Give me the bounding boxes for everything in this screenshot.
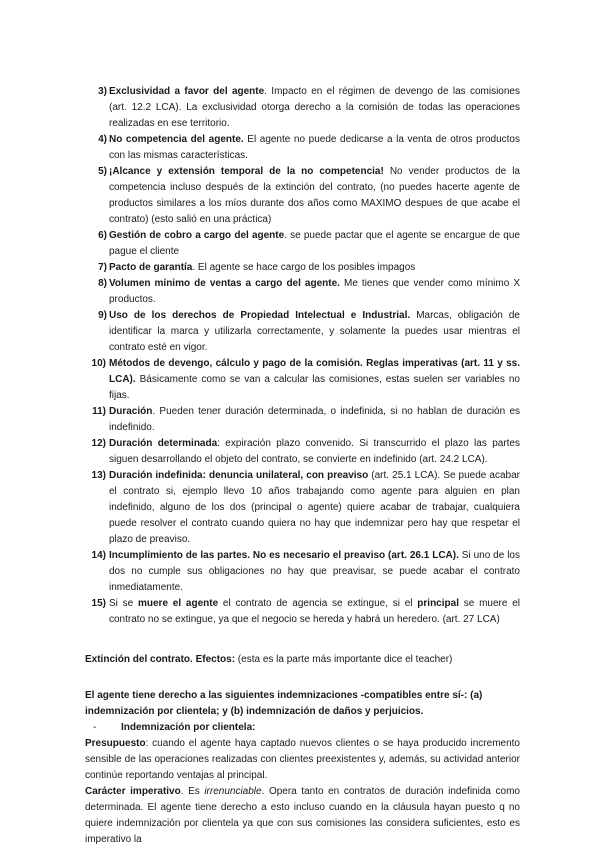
item-text: . Pueden tener duración determinada, o indefinida, si no hablan de duración es indefinido. xyxy=(109,406,520,433)
presupuesto-label: Presupuesto xyxy=(85,738,146,749)
presupuesto-paragraph xyxy=(85,736,520,784)
item-heading: Duración indefinida: denuncia unilateral, con preaviso xyxy=(109,470,369,481)
item-text: El agente no puede dedicarse a la venta de otros productos con las mismas características. xyxy=(109,134,520,161)
intro-text: El agente tiene derecho a las siguientes indemnizaciones -compatibles entre sí-: (a) indemnización por clientela; y (b) indemnización de daños y perjuicios. xyxy=(85,690,483,717)
caracter-mid: . Es xyxy=(180,786,205,797)
dash-bullet: - xyxy=(93,722,97,733)
item-text: No vender productos de la competencia incluso después de la extinción del contrato, (no puedes hacerte agente de productos similares a los míos durante dos años como MAXIMO despues de que acabe el contrato) (esto salió en una práctica) xyxy=(109,166,520,225)
item-text: Si uno de los dos no cumple sus obligaciones no hay que preavisar, se puede acabar el contrato inmediatamente. xyxy=(109,550,520,593)
item-text: : expiración plazo convenido. Si transcurrido el plazo las partes siguen desarrollando el objeto del contrato, se convierte en indefinido (art. 24.2 LCA). xyxy=(109,438,520,465)
list-item xyxy=(85,548,520,596)
item-heading: muere el agente xyxy=(138,598,219,609)
item-number: 14) xyxy=(91,550,106,561)
item-heading: Métodos de devengo, cálculo y pago de la comisión. Reglas imperativas (art. 11 y ss. LCA). xyxy=(109,358,520,385)
item-text-pre: Si se xyxy=(109,598,138,609)
numbered-list xyxy=(85,84,520,628)
item-number: 8) xyxy=(98,278,107,289)
list-item xyxy=(85,596,520,628)
item-text-2: se muere el contrato no se extingue, ya que el negocio se hereda y habrá un heredero. (art. 27 LCA) xyxy=(109,598,520,625)
item-text: Marcas, obligación de identificar la marca y utilizarla correctamente, y solamente la puedes usar mientras el contrato esté en vigor. xyxy=(109,310,520,353)
caracter-text: . Opera tanto en contratos de duración indefinida como determinada. El agente tiene derecho a esto incluso cuando en la cláusula hayan puesto q no quiere indemnización por clientela ya que con sus comisiones las considera suficientes, esto es imperativo la xyxy=(85,786,520,845)
list-item xyxy=(85,260,520,276)
item-heading: Incumplimiento de las partes. No es necesario el preaviso (art. 26.1 LCA). xyxy=(109,550,459,561)
item-number: 10) xyxy=(91,358,106,369)
item-heading: Duración xyxy=(109,406,153,417)
list-item xyxy=(85,164,520,228)
item-text: . Impacto en el régimen de devengo de las comisiones (art. 12.2 LCA). La exclusividad otorga derecho a la comisión de todas las operaciones realizadas en ese territorio. xyxy=(109,86,520,129)
item-number: 11) xyxy=(92,406,106,417)
item-number: 7) xyxy=(98,262,107,273)
section-note: (esta es la parte más importante dice el teacher) xyxy=(235,654,453,665)
intro-paragraph xyxy=(85,688,520,720)
section-heading xyxy=(85,652,520,668)
item-heading: Volumen mínimo de ventas a cargo del agente. xyxy=(109,278,340,289)
section-title: Extinción del contrato. Efectos: xyxy=(85,654,236,665)
item-heading: ¡Alcance y extensión temporal de la no competencia! xyxy=(109,166,384,177)
item-number: 13) xyxy=(91,470,106,481)
caracter-label: Carácter imperativo xyxy=(85,786,181,797)
item-heading: Exclusividad a favor del agente xyxy=(109,86,265,97)
item-heading: Gestión de cobro a cargo del agente xyxy=(109,230,285,241)
item-number: 5) xyxy=(98,166,107,177)
list-item xyxy=(85,404,520,436)
list-item xyxy=(85,84,520,132)
item-number: 6) xyxy=(98,230,107,241)
list-item xyxy=(85,436,520,468)
caracter-label-2: irrenunciable xyxy=(204,786,262,797)
item-heading: No competencia del agente. xyxy=(109,134,244,145)
list-item xyxy=(85,468,520,548)
caracter-paragraph xyxy=(85,784,520,848)
presupuesto-text: : cuando el agente haya captado nuevos clientes o se haya producido incremento sensible de las operaciones realizadas con clientes preexistentes y, además, su actividad anterior continúe reportando ventajas al principal. xyxy=(85,738,520,781)
item-number: 12) xyxy=(91,438,106,449)
subheading-label: Indemnización por clientela: xyxy=(121,722,256,733)
list-item xyxy=(85,132,520,164)
item-text: . se puede pactar que el agente se encargue de que pague el cliente xyxy=(109,230,520,257)
item-text: Me tienes que vender como mínimo X productos. xyxy=(109,278,520,305)
item-heading-2: principal xyxy=(417,598,459,609)
item-heading: Pacto de garantía xyxy=(109,262,193,273)
list-item xyxy=(85,308,520,356)
item-text: . El agente se hace cargo de los posibles impagos xyxy=(192,262,416,273)
item-number: 9) xyxy=(98,310,107,321)
item-text: Básicamente como se van a calcular las comisiones, estas suelen ser variables no fijas. xyxy=(109,374,520,401)
item-heading: Duración determinada xyxy=(109,438,218,449)
list-item xyxy=(85,228,520,260)
item-number: 3) xyxy=(98,86,107,97)
item-heading: Uso de los derechos de Propiedad Intelectual e Industrial. xyxy=(109,310,411,321)
list-item xyxy=(85,276,520,308)
list-item xyxy=(85,356,520,404)
item-number: 4) xyxy=(98,134,107,145)
item-text: el contrato de agencia se extingue, si el xyxy=(218,598,418,609)
subheading xyxy=(85,720,520,736)
item-number: 15) xyxy=(91,598,106,609)
item-text: (art. 25.1 LCA). Se puede acabar el contrato si, ejemplo llevo 10 años trabajando como agente para alguien en plan indefinido, alguno de los dos (principal o agente) quiere acabar de trabajar, cualquiera puede resolver el contrato cuando quiera no hay que indemnizar pero hay que respetar el plazo de preaviso. xyxy=(109,470,521,545)
